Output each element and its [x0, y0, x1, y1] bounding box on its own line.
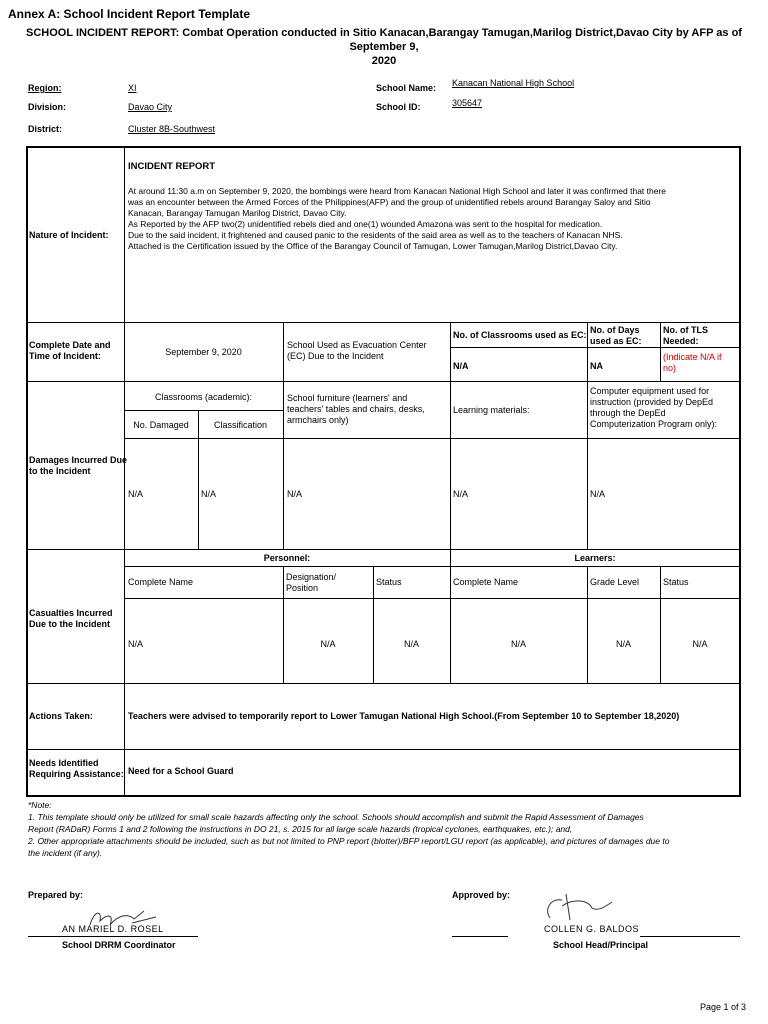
tls-value-line: (Indicate N/A if: [663, 352, 722, 362]
needs-label: [29, 758, 124, 780]
school-name-value: Kanacan National High School: [452, 78, 575, 88]
days-ec-label: [590, 325, 642, 347]
needs-label-line: Requiring Assistance:: [29, 769, 124, 779]
computer-header: [590, 386, 717, 430]
learner-status-header: Status: [663, 577, 689, 587]
note-line: the incident (if any).: [28, 848, 103, 858]
damages-value: N/A: [287, 489, 303, 499]
damages-label-line: to the Incident: [29, 466, 91, 476]
classrooms-header: Classrooms (academic):: [154, 392, 253, 402]
classrooms-ec-label: No. of Classrooms used as EC:: [453, 330, 587, 340]
ec-label: [287, 340, 427, 362]
narrative-line: Attached is the Certification issued by the Office of the Barangay Council of Tamugan, Lower Tamugan,Marilog District,Davao City.: [128, 241, 618, 251]
casualties-label-line: Casualties Incurred: [29, 608, 113, 618]
narrative-line: At around 11:30 a.m on September 9, 2020, the bombings were heard from Kanacan National High School and later it was confirmed that there: [128, 186, 667, 196]
tls-label: [663, 325, 708, 347]
report-title-line1: SCHOOL INCIDENT REPORT: Combat Operation conducted in Sitio Kanacan,Barangay Tamugan,Marilog District,Davao City by AFP as of September 9,: [26, 27, 742, 53]
note-line: 1. This template should only be utilized for small scale hazards affecting only the school. Schools should accomplish and submit the Rapid Assessment of Damages: [28, 812, 644, 822]
approved-line-right: [640, 936, 740, 937]
computer-line: Computerization Program only):: [590, 419, 718, 429]
incident-date-value: September 9, 2020: [165, 347, 242, 357]
approved-title: School Head/Principal: [553, 940, 649, 950]
narrative-line: was an encounter between the Armed Forces of the Philippines(AFP) and the group of unidentified rebels around Barangay Saloy and Sitio: [128, 197, 651, 207]
ec-label-line: School Used as Evacuation Center: [287, 340, 427, 350]
computer-line: instruction (provided by DepEd: [590, 397, 714, 407]
casualties-label: [29, 608, 113, 630]
school-id-label: School ID:: [376, 102, 421, 112]
prepared-title: School DRRM Coordinator: [62, 940, 176, 950]
casualty-value: N/A: [692, 639, 708, 649]
school-name-label: School Name:: [376, 83, 437, 93]
designation-line: Position: [286, 583, 319, 593]
narrative-line: Kanacan, Barangay Tamugan Marilog District, Davao City.: [128, 208, 347, 218]
furniture-line: armchairs only): [287, 415, 349, 425]
learning-materials-header: Learning materials:: [453, 405, 530, 415]
note-line: 2. Other appropriate attachments should be included, such as but not limited to PNP report (blotter)/BFP report/LGU report (as applicable), and pictures of damages due to: [28, 836, 670, 846]
narrative-line: Due to the said incident, it frightened and caused panic to the residents of the said area as well as to the teachers of Kanacan NHS.: [128, 230, 623, 240]
damages-value: N/A: [201, 489, 217, 499]
prepared-signature-line: [28, 936, 198, 937]
approved-by-label: Approved by:: [452, 890, 511, 900]
prepared-by-label: Prepared by:: [28, 890, 84, 900]
actions-label: Actions Taken:: [29, 711, 93, 721]
designation-header: [286, 572, 336, 594]
approved-signature: [540, 890, 620, 926]
casualty-value: N/A: [128, 639, 144, 649]
division-label: Division:: [28, 102, 67, 112]
personnel-header: Personnel:: [263, 553, 311, 563]
designation-line: Designation/: [286, 572, 337, 582]
annex-title: Annex A: School Incident Report Template: [8, 7, 251, 21]
computer-line: through the DepEd: [590, 408, 666, 418]
damages-value: N/A: [590, 489, 606, 499]
furniture-line: School furniture (learners' and: [287, 393, 408, 403]
tls-value-line: no): [663, 363, 677, 373]
report-title-line2: 2020: [371, 55, 397, 67]
days-ec-value: NA: [590, 361, 603, 371]
tls-label-line: No. of TLS: [663, 325, 708, 335]
tls-label-line: Needed:: [663, 336, 699, 346]
grade-level-header: Grade Level: [590, 577, 640, 587]
casualty-value: N/A: [403, 639, 419, 649]
district-label: District:: [28, 124, 63, 134]
damages-value: N/A: [453, 489, 469, 499]
classrooms-ec-value: N/A: [453, 361, 469, 371]
learner-name-header: Complete Name: [453, 577, 519, 587]
approved-name: COLLEN G. BALDOS: [544, 924, 640, 934]
narrative-line: As Reported by the AFP two(2) unidentified rebels died and one(1) wounded Amazona was sent to the hospital for medication.: [128, 219, 603, 229]
computer-line: Computer equipment used for: [590, 386, 710, 396]
casualty-value: N/A: [320, 639, 336, 649]
needs-label-line: Needs Identified: [29, 758, 99, 768]
note-line: Report (RADaR) Forms 1 and 2 following the instructions in DO 21, s. 2015 for all large scale hazards (tropical cyclones, earthquakes, etc.); and,: [28, 824, 573, 834]
damages-label-line: Damages Incurred Due: [29, 455, 128, 465]
personnel-name-header: Complete Name: [128, 577, 194, 587]
incident-report-heading: INCIDENT REPORT: [128, 161, 216, 172]
nature-label: Nature of Incident:: [29, 230, 109, 240]
note-block: [28, 799, 748, 859]
learners-header: Learners:: [574, 553, 616, 563]
date-label-line: Complete Date and: [29, 340, 111, 350]
furniture-line: teachers' tables and chairs, desks,: [287, 404, 425, 414]
casualty-value: N/A: [615, 639, 631, 649]
damages-value: N/A: [128, 489, 144, 499]
tls-value: [663, 352, 722, 374]
casualties-label-line: Due to the Incident: [29, 619, 110, 629]
region-value: XI: [128, 83, 137, 93]
no-damaged-header: No. Damaged: [133, 420, 189, 430]
report-title: [20, 26, 748, 68]
casualty-value: N/A: [510, 639, 526, 649]
classification-header: Classification: [213, 420, 268, 430]
page-number: Page 1 of 3: [699, 1002, 746, 1012]
approved-line-left: [452, 936, 508, 937]
school-id-value: 305647: [452, 98, 483, 108]
district-value: Cluster 8B-Southwest: [128, 124, 216, 134]
days-label-line: used as EC:: [590, 336, 642, 346]
division-value: Davao City: [128, 102, 173, 112]
region-label: Region:: [28, 83, 62, 93]
furniture-header: [287, 393, 425, 426]
date-label-line: Time of Incident:: [29, 351, 101, 361]
days-label-line: No. of Days: [590, 325, 640, 335]
actions-value: Teachers were advised to temporarily report to Lower Tamugan National High School.(From September 10 to September 18,2020): [128, 711, 680, 721]
ec-label-line: (EC) Due to the Incident: [287, 351, 384, 361]
date-label: [29, 340, 111, 362]
needs-value: Need for a School Guard: [128, 766, 234, 776]
damages-label: [29, 455, 127, 477]
prepared-name: AN MARIEL D. ROSEL: [62, 924, 164, 934]
note-title: *Note:: [28, 800, 52, 810]
incident-narrative: [128, 186, 736, 252]
personnel-status-header: Status: [376, 577, 402, 587]
